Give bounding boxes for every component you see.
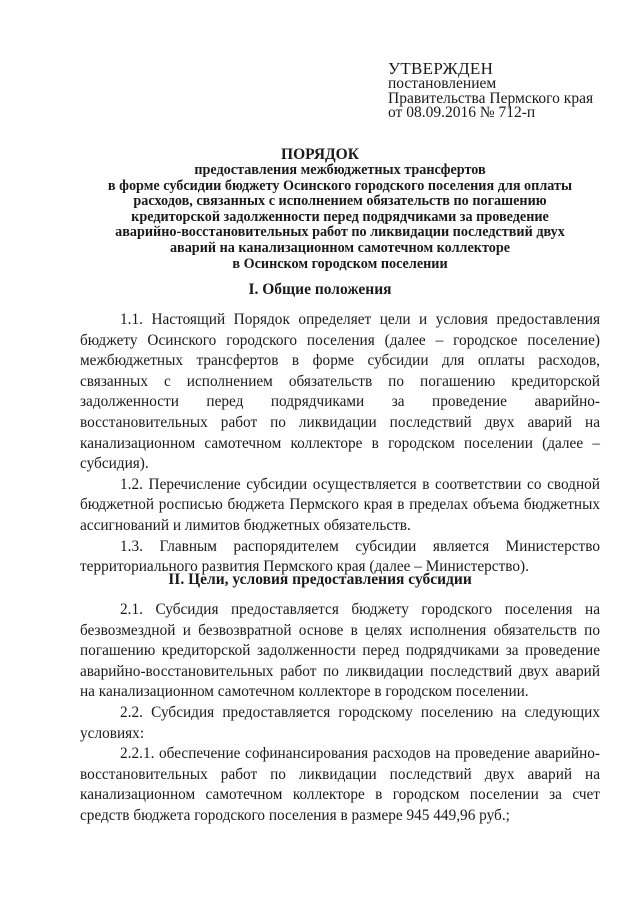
section-1-body — [80, 310, 600, 578]
paragraph-1-3: 1.3. Главным распорядителем субсидии является Министерство территориального развития Пермского края (далее – Министерство). — [80, 537, 600, 576]
approval-line: постановлением — [388, 75, 497, 92]
subtitle-line: расходов, связанных с исполнением обязательств по погашению — [133, 193, 547, 210]
approval-stamp — [388, 60, 593, 121]
section-2-body — [80, 600, 600, 827]
subtitle-line: в форме субсидии бюджету Осинского городского поселения для оплаты — [107, 177, 573, 194]
paragraph-2-1: 2.1. Субсидия предоставляется бюджету городского поселения на безвозмездной и безвозвратной основе в целях исполнения обязательств по погашению кредиторской задолженности перед подрядчиками за проведение аварийно-восстановительных работ по ликвидации последствий двух аварий на канализационном самотечном коллекторе в городском поселении. — [80, 601, 600, 701]
subtitle-line: аварийно-восстановительных работ по ликвидации последствий двух — [115, 224, 565, 241]
subtitle-line: кредиторской задолженности перед подрядчиками за проведение — [131, 208, 549, 225]
approval-line: от 08.09.2016 № 712-п — [388, 104, 536, 121]
paragraph-1-2: 1.2. Перечисление субсидии осуществляется в соответствии со сводной бюджетной росписью бюджета Пермского края в пределах объема бюджетных ассигнований и лимитов бюджетных обязательств. — [80, 475, 600, 534]
paragraph-1-1: 1.1. Настоящий Порядок определяет цели и условия предоставления бюджету Осинского городского поселения (далее – городское поселение) межбюджетных трансфертов в форме субсидии для оплаты расходов, связанных с исполнением обязательств по погашению кредиторской задолженности перед подрядчиками за проведение аварийно-восстановительных работ по ликвидации последствий двух аварий на канализационном самотечном коллекторе в городском поселении (далее – субсидия). — [80, 311, 600, 473]
paragraph-2-2-1: 2.2.1. обеспечение софинансирования расходов на проведение аварийно-восстановительных работ по ликвидации последствий двух аварий на канализационном самотечном коллекторе в городском поселении за счет средств бюджета городского поселения в размере 945 449,96 руб.; — [80, 745, 600, 824]
paragraph-2-2: 2.2. Субсидия предоставляется городскому поселению на следующих условиях: — [80, 703, 600, 742]
section-heading-1: I. Общие положения — [248, 281, 392, 298]
approval-title: УТВЕРЖДЕН — [388, 59, 494, 78]
document-subtitle — [80, 163, 600, 272]
document-title: ПОРЯДОК — [281, 146, 359, 163]
subtitle-line: предоставления межбюджетных трансфертов — [194, 162, 486, 178]
section-heading-2: II. Цели, условия предоставления субсидии — [168, 571, 472, 588]
subtitle-line: в Осинском городском поселении — [232, 255, 448, 272]
approval-line: Правительства Пермского края — [388, 89, 594, 107]
subtitle-line: аварий на канализационном самотечном коллекторе — [169, 239, 511, 256]
